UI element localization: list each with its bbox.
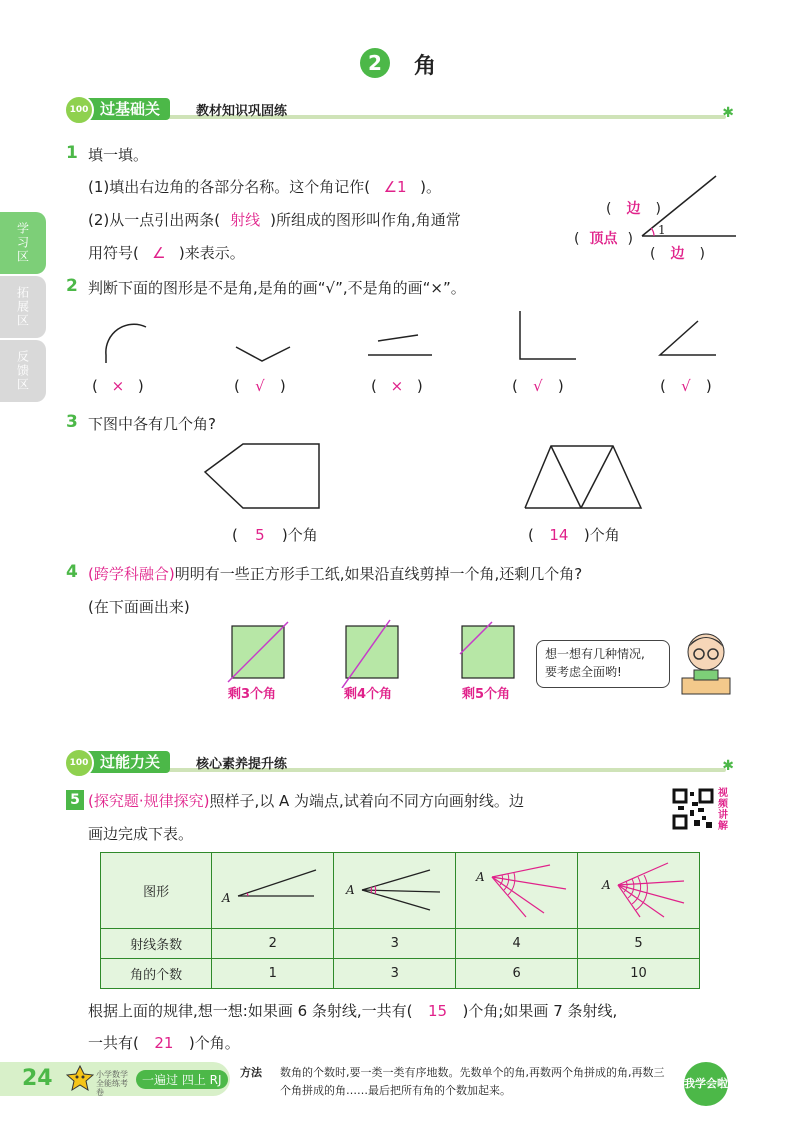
text: )个角;如果画 7 条射线,: [462, 1002, 618, 1020]
text: )所组成的图形叫作角,角通常: [270, 211, 461, 229]
q5-conclusion-2: [88, 1032, 240, 1053]
star-icon: ✱: [722, 758, 734, 774]
answer: ∠1: [383, 178, 407, 196]
section-subtitle: 教材知识巩固练: [196, 104, 288, 119]
bubble-line: 想一想有几种情况,: [545, 647, 645, 661]
q2-answer-5: ( √ ): [660, 377, 712, 395]
answer: √: [681, 377, 691, 395]
answer: 边: [670, 246, 685, 262]
question-stem: 判断下面的图形是不是角,是角的画“√”,不是角的画“×”。: [88, 279, 466, 297]
figure-cell: [212, 853, 334, 929]
answer: 15: [427, 1002, 448, 1020]
tab-extension-area[interactable]: 拓展区: [0, 276, 46, 338]
text: ): [655, 201, 661, 217]
question-number: 1: [66, 143, 78, 163]
table-cell: 10: [578, 959, 700, 989]
ray-figure-4: [462, 859, 572, 919]
q1-line2: [88, 209, 461, 230]
brand-text: 小学数学 全能练考卷: [96, 1070, 128, 1097]
rays-table: [100, 852, 700, 989]
angle-label: 1: [658, 223, 666, 237]
score-badge-icon: 100: [64, 748, 94, 778]
ray-figure-2: [218, 864, 328, 914]
answer: 5: [255, 526, 265, 544]
text: 一共有(: [88, 1034, 139, 1052]
point-label: A: [221, 890, 231, 905]
table-row: [101, 929, 700, 959]
answer: 边: [626, 201, 641, 217]
point-label: A: [345, 882, 355, 897]
text: (2)从一点引出两条(: [88, 211, 221, 229]
q1-line3: [88, 242, 245, 263]
table-cell: 3: [334, 929, 456, 959]
table-cell: 3: [334, 959, 456, 989]
table-row: [101, 853, 700, 929]
answer: ×: [390, 377, 404, 395]
method-text: 数角的个数时,要一类一类有序地数。先数单个的角,再数两个角拼成的角,再数三个角拼成的角……最后把所有角的个数加起来。: [280, 1066, 665, 1097]
table-cell: 1: [212, 959, 334, 989]
figure-cell: [334, 853, 456, 929]
q2-answer-1: ( × ): [92, 377, 144, 395]
answer: √: [533, 377, 543, 395]
answer: ∠: [152, 244, 166, 262]
figure-line: [551, 446, 581, 508]
text: 照样子,以 A 为端点,试着向不同方向画射线。边: [209, 792, 524, 810]
section-title: 过能力关: [74, 751, 170, 773]
question-stem: 下图中各有几个角?: [88, 415, 216, 433]
section-bar-ability: [64, 748, 734, 778]
row-header: 角的个数: [101, 959, 212, 989]
question-stem-2: 画边完成下表。: [88, 825, 194, 843]
label-side-bottom: [650, 243, 705, 263]
question-tag: (跨学科融合): [88, 565, 175, 583]
answer: 射线: [230, 211, 261, 229]
tab-feedback-area[interactable]: 反馈区: [0, 340, 46, 402]
text: 明明有一些正方形手工纸,如果沿直线剪掉一个角,还剩几个角?: [174, 565, 583, 583]
q4-label-1: 剩3个角: [228, 687, 277, 702]
star-icon: ✱: [722, 105, 734, 121]
mascot-icon: [66, 1064, 94, 1096]
text: )个角。: [188, 1034, 240, 1052]
q1-line1: [88, 176, 441, 197]
q3-answer-right: ( 14 )个角: [528, 526, 620, 544]
text: )个角: [583, 526, 620, 544]
section-subtitle: 核心素养提升练: [196, 757, 288, 772]
text: (: [650, 246, 656, 262]
q4-squares: [226, 618, 526, 688]
q3-figures: [195, 440, 665, 515]
text: (: [606, 201, 612, 217]
text: ): [627, 231, 633, 247]
figure-right-angle: [520, 311, 576, 359]
question-number: 3: [66, 412, 78, 432]
question-stem: 填一填。: [88, 146, 149, 164]
question-subnote: (在下面画出来): [88, 598, 190, 616]
video-label[interactable]: 视频讲解: [718, 788, 728, 832]
text: ): [699, 246, 705, 262]
page-title: 角: [414, 54, 437, 79]
text: (: [574, 231, 580, 247]
q2-answer-4: ( √ ): [512, 377, 564, 395]
question-stem: [88, 790, 524, 811]
learned-logo-icon: 我学会啦: [684, 1062, 728, 1106]
answer: ×: [111, 377, 125, 395]
answer: 21: [154, 1034, 174, 1052]
figure-arc: [106, 324, 146, 363]
figure-acute-angle: [660, 321, 716, 355]
label-side-top: [606, 198, 661, 218]
question-tag: (探究题·规律探究): [88, 792, 210, 810]
figure-cell: [578, 853, 700, 929]
q2-answer-2: ( √ ): [234, 377, 286, 395]
student-avatar-icon: [676, 630, 736, 700]
q5-conclusion-1: [88, 1000, 617, 1021]
q4-label-3: 剩5个角: [462, 687, 511, 702]
table-cell: 4: [456, 929, 578, 959]
row-header: 图形: [101, 853, 212, 929]
page-number: 24: [22, 1066, 53, 1091]
qr-code-icon[interactable]: [672, 788, 714, 830]
answer: 14: [549, 526, 569, 544]
question-number: 4: [66, 562, 78, 582]
question-number: 5: [66, 790, 84, 810]
point-label: A: [601, 877, 611, 892]
figure-pentagon: [205, 444, 319, 508]
text: 根据上面的规律,想一想:如果画 6 条射线,一共有(: [88, 1002, 413, 1020]
bubble-line: 要考虑全面哟!: [545, 665, 622, 679]
figure-line: [581, 446, 613, 508]
q3-answer-left: ( 5 )个角: [232, 526, 318, 544]
figure-trapezoid: [525, 446, 641, 508]
side-tabs: [0, 212, 48, 404]
section-title: 过基础关: [74, 98, 170, 120]
page-footer: [0, 1058, 800, 1123]
book-series-badge: 一遍过 四上 RJ: [136, 1070, 228, 1089]
speech-bubble: [536, 640, 670, 688]
text: 用符号(: [88, 244, 139, 262]
q2-answer-3: ( × ): [371, 377, 423, 395]
section-bar-basic: [64, 95, 734, 125]
paper-square: [462, 626, 514, 678]
question-stem: [88, 563, 582, 584]
text: )个角: [281, 526, 318, 544]
ray-figure-3: [340, 864, 450, 914]
method-label: 方法: [240, 1066, 262, 1079]
table-cell: 6: [456, 959, 578, 989]
tab-study-area[interactable]: 学习区: [0, 212, 46, 274]
point-label: A: [475, 869, 485, 884]
row-header: 射线条数: [101, 929, 212, 959]
angle-arc: [651, 228, 654, 236]
label-vertex: [574, 228, 633, 248]
q2-figures: [90, 305, 730, 375]
ray-figure-5: [584, 859, 694, 919]
text: (1)填出右边角的各部分名称。这个角记作(: [88, 178, 371, 196]
table-cell: 2: [212, 929, 334, 959]
table-row: [101, 959, 700, 989]
answer: 顶点: [589, 231, 618, 247]
question-number: 2: [66, 276, 78, 296]
text: )来表示。: [178, 244, 245, 262]
text: )。: [420, 178, 441, 196]
answer: √: [255, 377, 265, 395]
figure-line: [378, 335, 418, 341]
table-cell: 5: [578, 929, 700, 959]
figure-vshape: [236, 347, 290, 361]
lesson-number-badge: 2: [360, 48, 390, 78]
q4-label-2: 剩4个角: [344, 687, 393, 702]
figure-cell: [456, 853, 578, 929]
score-badge-icon: 100: [64, 95, 94, 125]
